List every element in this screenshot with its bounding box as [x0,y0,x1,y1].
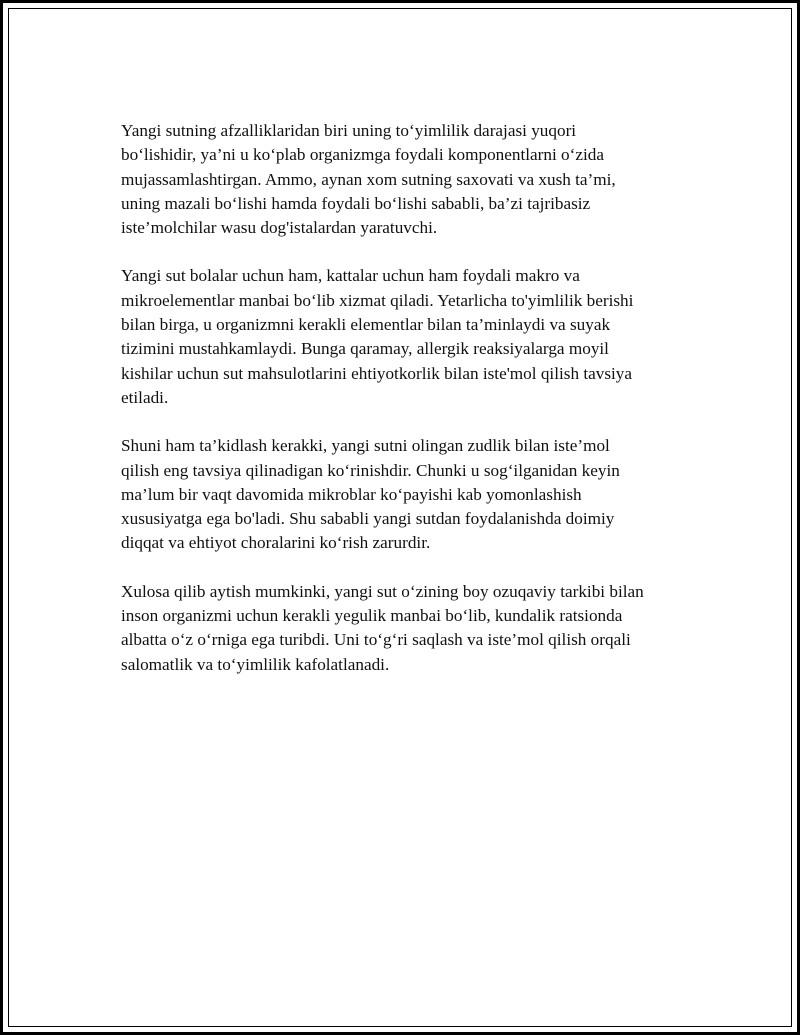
paragraph-line: xususiyatga ega bo'ladi. Shu sababli yangi sutdan foydalanishda doimiy [121,509,615,529]
paragraph-line: etiladi. [121,387,169,407]
paragraph-1 [121,119,701,240]
paragraph-line: diqqat va ehtiyot choralarini ko‘rish zarurdir. [121,533,431,553]
document-body [121,119,701,701]
paragraph-3 [121,434,701,555]
paragraph-line: bilan birga, u organizmni kerakli elementlar bilan ta’minlaydi va suyak [121,315,611,335]
paragraph-line: Yangi sut bolalar uchun ham, kattalar uchun ham foydali makro va [121,266,580,286]
paragraph-line: inson organizmi uchun kerakli yegulik manbai bo‘lib, kundalik ratsionda [121,606,623,626]
paragraph-line: uning mazali bo‘lishi hamda foydali bo‘lishi sababli, ba’zi tajribasiz [121,193,591,213]
paragraph-line: ma’lum bir vaqt davomida mikroblar ko‘payishi kab yomonlashish [121,484,582,504]
paragraph-line: albatta o‘z o‘rniga ega turibdi. Uni to‘g‘ri saqlash va iste’mol qilish orqali [121,630,631,650]
paragraph-line: Xulosa qilib aytish mumkinki, yangi sut o‘zining boy ozuqaviy tarkibi bilan [121,581,644,601]
paragraph-line: Shuni ham ta’kidlash kerakki, yangi sutni olingan zudlik bilan iste’mol [121,436,610,456]
paragraph-line: mikroelementlar manbai bo‘lib xizmat qiladi. Yetarlicha to'yimlilik berishi [121,290,634,310]
paragraph-line: mujassamlashtirgan. Ammo, aynan xom sutning saxovati va xush ta’mi, [121,169,616,189]
paragraph-line: kishilar uchun sut mahsulotlarini ehtiyotkorlik bilan iste'mol qilish tavsiya [121,363,633,383]
paragraph-4 [121,580,701,677]
paragraph-line: salomatlik va to‘yimlilik kafolatlanadi. [121,654,390,674]
paragraph-line: iste’molchilar wasu dog'istalardan yaratuvchi. [121,218,438,238]
paragraph-2 [121,264,701,410]
paragraph-line: qilish eng tavsiya qilinadigan ko‘rinishdir. Chunki u sog‘ilganidan keyin [121,460,620,480]
paragraph-line: Yangi sutning afzalliklaridan biri uning to‘yimlilik darajasi yuqori [121,121,577,140]
paragraph-line: bo‘lishidir, ya’ni u ko‘plab organizmga foydali komponentlarni o‘zida [121,145,604,165]
paragraph-line: tizimini mustahkamlaydi. Bunga qaramay, allergik reaksiyalarga moyil [121,339,609,359]
